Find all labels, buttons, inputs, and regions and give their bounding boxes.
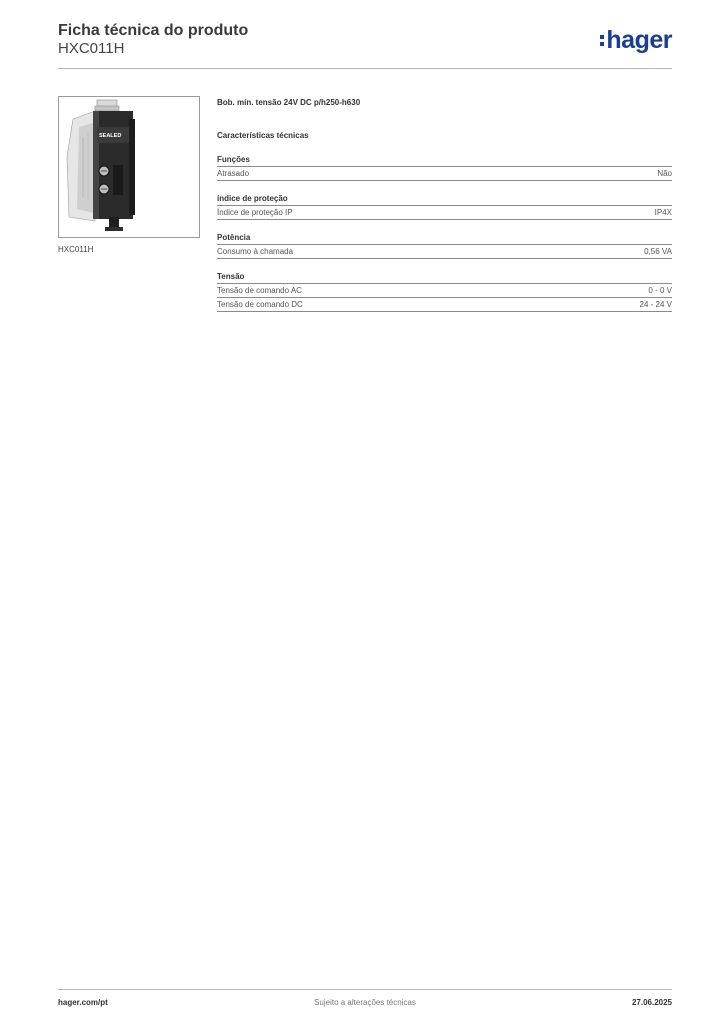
spec-row bbox=[217, 206, 672, 220]
spec-row bbox=[217, 284, 672, 298]
spec-label: Atrasado bbox=[217, 169, 250, 178]
footer-website: hager.com/pt bbox=[58, 998, 108, 1007]
page-title: Ficha técnica do produto bbox=[58, 22, 249, 39]
spec-group-title: índice de proteção bbox=[217, 193, 672, 206]
header-divider bbox=[58, 68, 672, 69]
product-description: Bob. mín. tensão 24V DC p/h250-h630 bbox=[217, 98, 361, 107]
spec-group-potencia bbox=[217, 232, 672, 259]
spec-group-protecao bbox=[217, 193, 672, 220]
footer-date: 27.06.2025 bbox=[631, 998, 672, 1007]
product-reference: HXC011H bbox=[58, 40, 125, 57]
logo-text: hager bbox=[606, 25, 672, 54]
sealed-label: SEALED bbox=[99, 133, 122, 139]
spec-group-title: Potência bbox=[217, 232, 672, 245]
spec-row bbox=[217, 167, 672, 181]
spec-value: 0 - 0 V bbox=[648, 286, 672, 295]
footer-notice: Sujeito a alterações técnicas bbox=[314, 998, 416, 1007]
spec-label: Consumo à chamada bbox=[217, 247, 294, 256]
spec-row bbox=[217, 245, 672, 259]
spec-value: 0,56 VA bbox=[644, 247, 672, 256]
spec-value: IP4X bbox=[654, 208, 672, 217]
spec-group-funcoes bbox=[217, 154, 672, 181]
spec-value: Não bbox=[657, 169, 672, 178]
spec-label: Índice de proteção IP bbox=[217, 208, 293, 217]
spec-label: Tensão de comando DC bbox=[217, 300, 303, 309]
spec-group-tensao bbox=[217, 271, 672, 312]
hager-logo bbox=[600, 26, 672, 54]
spec-group-title: Funções bbox=[217, 154, 672, 167]
product-image bbox=[58, 96, 200, 238]
spec-value: 24 - 24 V bbox=[639, 300, 672, 309]
image-caption: HXC011H bbox=[58, 245, 94, 254]
section-title: Características técnicas bbox=[217, 131, 309, 140]
product-details bbox=[217, 97, 672, 312]
footer-divider bbox=[58, 989, 672, 990]
undervoltage-coil-icon bbox=[59, 97, 199, 237]
spec-label: Tensão de comando AC bbox=[217, 286, 302, 295]
page-header bbox=[58, 20, 672, 68]
spec-row bbox=[217, 298, 672, 312]
spec-group-title: Tensão bbox=[217, 271, 672, 284]
logo-dots-icon bbox=[600, 35, 604, 46]
